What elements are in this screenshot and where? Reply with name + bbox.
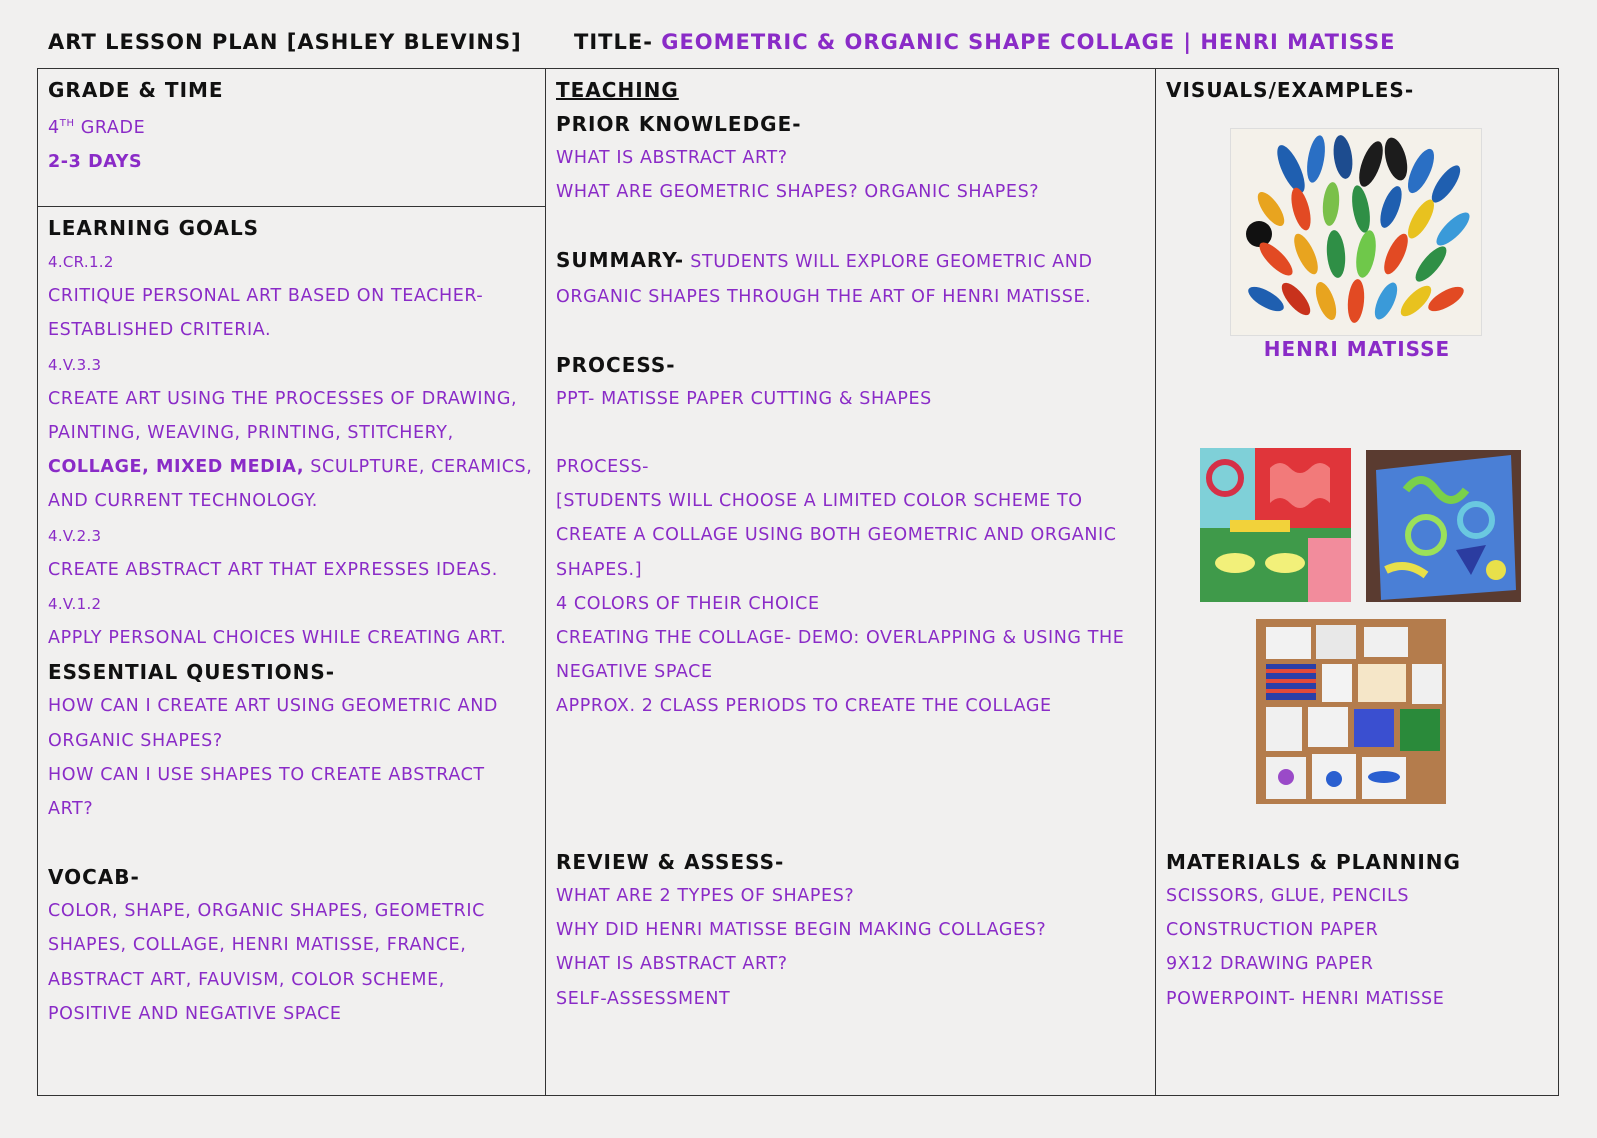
materials-heading: MATERIALS & PLANNING [1166,850,1461,874]
standard-code: 4.V.2.3 [48,526,102,545]
student-collage-image [1366,450,1521,602]
column-right [1156,69,1558,1095]
review-heading: REVIEW & ASSESS- [556,850,785,874]
standard-text: APPLY PERSONAL CHOICES WHILE CREATING ART. [48,628,507,649]
visuals-cell [1156,69,1558,107]
essential-question: HOW CAN I USE SHAPES TO CREATE ABSTRACT ART? [48,764,485,820]
prior-question: WHAT ARE GEOMETRIC SHAPES? ORGANIC SHAPES? [556,182,1040,203]
process-heading-2: PROCESS- [556,457,650,478]
review-item: WHAT IS ABSTRACT ART? [556,954,788,975]
student-collages-photo [1256,619,1446,804]
process-step: APPROX. 2 CLASS PERIODS TO CREATE THE COLLAGE [556,696,1052,717]
learning-goals-heading: LEARNING GOALS [48,216,260,240]
essential-question: HOW CAN I CREATE ART USING GEOMETRIC AND ORGANIC SHAPES? [48,696,499,751]
material-item: SCISSORS, GLUE, PENCILS [1166,886,1410,906]
summary: SUMMARY- STUDENTS WILL EXPLORE GEOMETRIC AND ORGANIC SHAPES THROUGH THE ART OF HENRI MATISSE. [556,248,1093,307]
material-item: 9X12 DRAWING PAPER [1166,954,1374,975]
process-step: CREATING THE COLLAGE- DEMO: OVERLAPPING & USING THE NEGATIVE SPACE [556,628,1125,683]
prior-knowledge-heading: PRIOR KNOWLEDGE- [556,112,802,136]
learning-goals-cell [38,207,545,1095]
essential-questions-heading: ESSENTIAL QUESTIONS- [48,660,336,685]
days-text: 2-3 DAYS [48,152,143,173]
visuals-heading: VISUALS/EXAMPLES- [1166,78,1415,102]
standard-code: 4.V.3.3 [48,355,102,374]
standard-text: CRITIQUE PERSONAL ART BASED ON TEACHER-ESTABLISHED CRITERIA. [48,286,484,341]
material-item: CONSTRUCTION PAPER [1166,920,1379,941]
standard-code: 4.V.1.2 [48,595,102,614]
matisse-artwork-image [1230,128,1482,336]
lesson-plan-grid [37,68,1559,1096]
vocab-heading: VOCAB- [48,865,140,890]
title-label: TITLE- [574,30,653,54]
teaching-cell [546,69,1155,724]
column-left [38,69,546,1095]
process-step: [STUDENTS WILL CHOOSE A LIMITED COLOR SCHEME TO CREATE A COLLAGE USING BOTH GEOMETRIC AND ORGANIC SHAPES.] [556,491,1117,580]
standard-text: CREATE ART USING THE PROCESSES OF DRAWING, PAINTING, WEAVING, PRINTING, STITCHERY, COLLAGE, MIXED MEDIA, SCULPTURE, CERAMICS, AND CURRENT TECHNOLOGY. [48,388,533,512]
lesson-plan-author: ART LESSON PLAN [ASHLEY BLEVINS] [48,30,522,54]
review-item: SELF-ASSESSMENT [556,988,731,1009]
grade-text: 4TH GRADE [48,117,146,138]
process-step: 4 COLORS OF THEIR CHOICE [556,593,820,614]
review-item: WHY DID HENRI MATISSE BEGIN MAKING COLLAGES? [556,920,1047,941]
process-step: PPT- MATISSE PAPER CUTTING & SHAPES [556,388,932,409]
review-item: WHAT ARE 2 TYPES OF SHAPES? [556,886,855,906]
review-cell [546,841,1155,1016]
lesson-title [574,30,1395,54]
materials-cell [1156,841,1558,1016]
standard-code: 4.CR.1.2 [48,253,114,271]
student-collage-image [1200,448,1351,602]
material-item: POWERPOINT- HENRI MATISSE [1166,988,1445,1009]
process-heading: PROCESS- [556,352,676,377]
title-value: GEOMETRIC & ORGANIC SHAPE COLLAGE | HENRI MATISSE [661,30,1396,54]
grade-time-cell [38,69,545,207]
grade-time-heading: GRADE & TIME [48,78,224,102]
teaching-heading: TEACHING [556,78,679,102]
column-middle [546,69,1156,1095]
image-caption: HENRI MATISSE [1263,337,1451,361]
standard-text: CREATE ABSTRACT ART THAT EXPRESSES IDEAS. [48,559,498,580]
vocab-list: COLOR, SHAPE, ORGANIC SHAPES, GEOMETRIC SHAPES, COLLAGE, HENRI MATISSE, FRANCE, ABSTRACT ART, FAUVISM, COLOR SCHEME, POSITIVE AND NEGATIVE SPACE [48,901,485,1024]
prior-question: WHAT IS ABSTRACT ART? [556,148,788,168]
